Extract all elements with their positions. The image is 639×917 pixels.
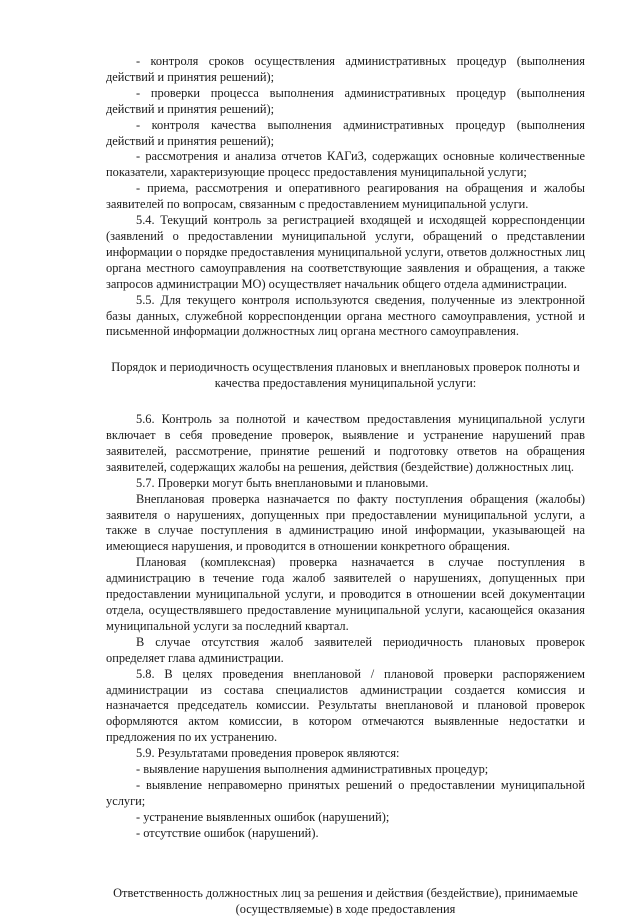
paragraph: - приема, рассмотрения и оперативного реагирования на обращения и жалобы заявителей по вопросам, связанным с предоставлением муниципальной услуги. — [106, 181, 585, 212]
paragraph: - рассмотрения и анализа отчетов КАГиЗ, содержащих основные количественные показатели, характеризующие процесс предоставления муниципальной услуги; — [106, 149, 585, 180]
paragraph: 5.7. Проверки могут быть внеплановыми и плановыми. — [136, 475, 429, 490]
paragraph: Внеплановая проверка назначается по факту поступления обращения (жалобы) заявителя о нарушениях, допущенных при предоставлении муниципальной услуги, а также в случае поступления в администрацию иной информации, указывающей на имеющиеся нарушения, и проводится в отношении конкретного обращения. — [106, 491, 585, 554]
list-item: - отсутствие ошибок (нарушений). — [136, 825, 319, 840]
section-middle — [106, 412, 585, 841]
paragraph: - контроля сроков осуществления административных процедур (выполнения действий и принятия решений); — [106, 54, 585, 84]
section-heading: Ответственность должностных лиц за решения и действия (бездействие), принимаемые (осуществляемые) в ходе предоставления — [113, 885, 578, 916]
paragraph: - проверки процесса выполнения административных процедур (выполнения действий и принятия решений); — [106, 85, 585, 116]
paragraph: - контроля качества выполнения административных процедур (выполнения действий и принятия решений); — [106, 117, 585, 148]
paragraph: 5.4. Текущий контроль за регистрацией входящей и исходящей корреспонденции (заявлений о предоставлении муниципальной услуги, обращений о представлении информации о порядке предоставления муниципальной услуги, ответов должностных лиц органа местного самоуправления на соответствующие заявления и обращения, а также запросов администрации МО) осуществляет начальник общего отдела администрации. — [106, 213, 585, 291]
paragraph: 5.8. В целях проведения внеплановой / плановой проверки распоряжением администрации из состава специалистов администрации создается комиссия и назначается председатель комиссии. Результаты внеплановой и плановой проверок оформляются актом комиссии, в котором отмечаются выявленные недостатки и предложения по их устранению. — [106, 666, 585, 745]
paragraph: В случае отсутствия жалоб заявителей периодичность плановых проверок определяет глава администрации. — [106, 634, 585, 665]
section-top — [106, 54, 585, 340]
paragraph: 5.5. Для текущего контроля используются сведения, полученные из электронной базы данных, служебной корреспонденции органа местного самоуправления, устной и письменной информации должностных лиц органа местного самоуправления. — [106, 292, 585, 339]
list-item: - выявление неправомерно принятых решений о предоставлении муниципальной услуги; — [106, 777, 585, 808]
paragraph: 5.6. Контроль за полнотой и качеством предоставления муниципальной услуги включает в себя проведение проверок, выявление и устранение нарушений прав заявителей, рассмотрение, принятие решений и подготовку ответов на обращения заявителей, содержащих жалобы на решения, действия (бездействие) должностных лиц. — [106, 412, 585, 474]
section-heading: Порядок и периодичность осуществления плановых и внеплановых проверок полноты и качества предоставления муниципальной услуги: — [111, 360, 580, 391]
list-item: - устранение выявленных ошибок (нарушений); — [136, 809, 390, 824]
paragraph: 5.9. Результатами проведения проверок являются: — [136, 746, 400, 761]
list-item: - выявление нарушения выполнения административных процедур; — [136, 762, 489, 777]
paragraph: Плановая (комплексная) проверка назначается в случае поступления в администрацию в течение года жалоб заявителей о нарушениях, допущенных при предоставлении муниципальной услуги, и проводится в отношении всей документации отдела, осуществлявшего предоставление муниципальной услуги, касающейся оказания муниципальной услуги за последний квартал. — [106, 555, 585, 633]
